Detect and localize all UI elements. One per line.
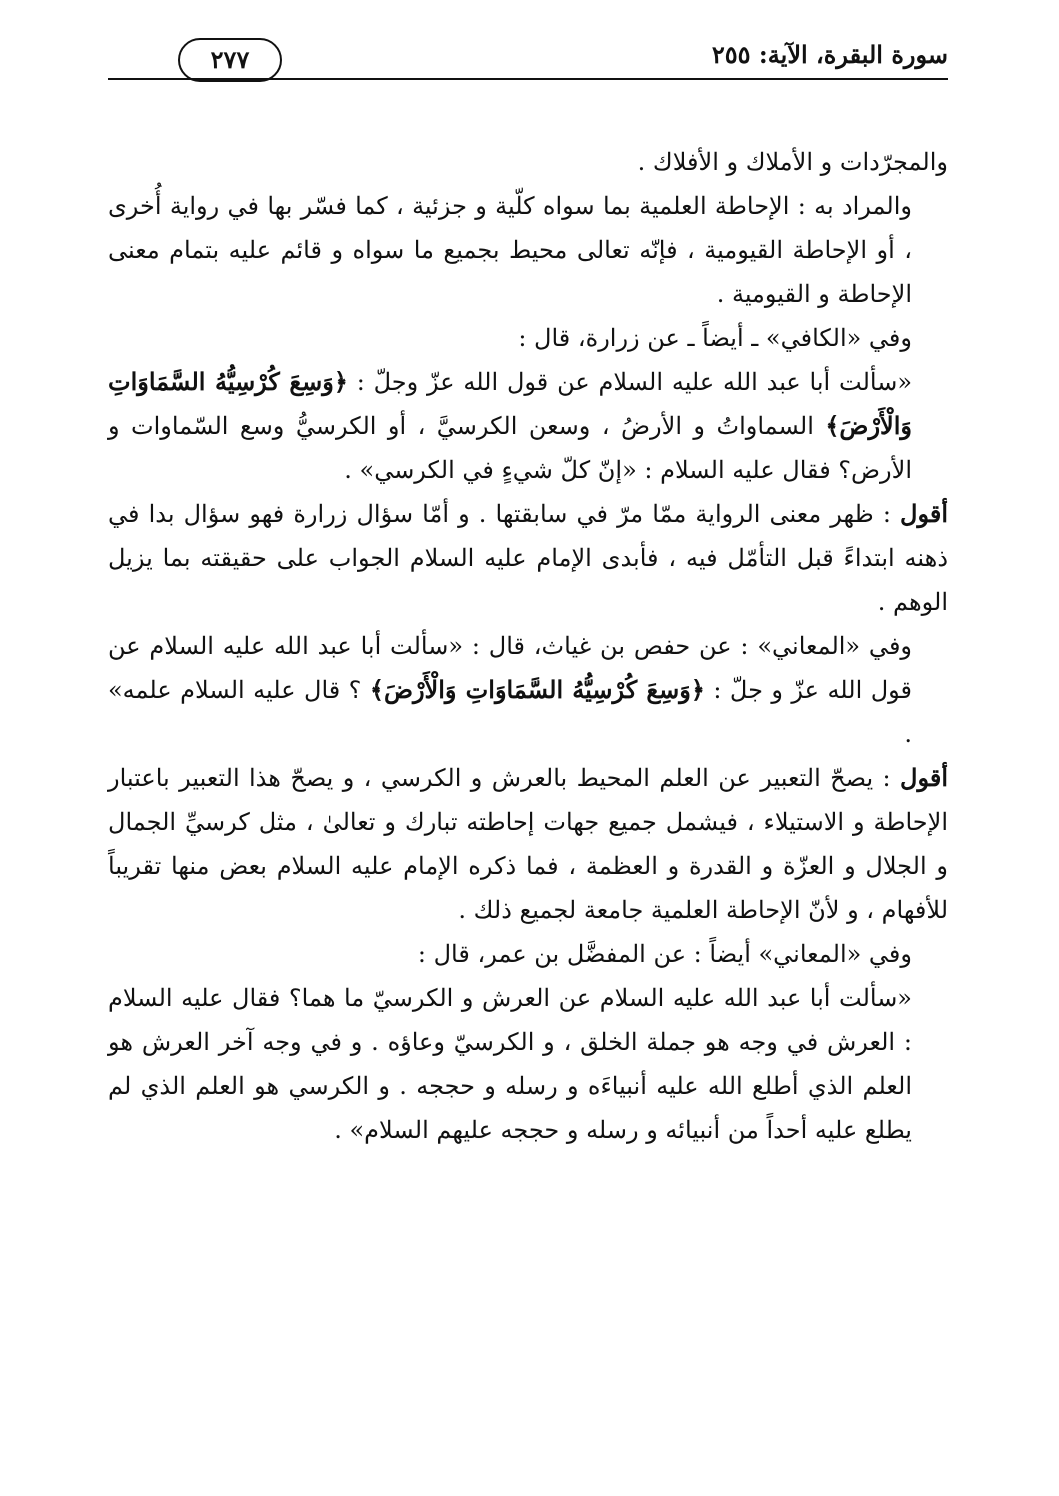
header-title: سورة البقرة، الآية: ٢٥٥ bbox=[711, 40, 948, 69]
paragraph bbox=[108, 976, 948, 1152]
paragraph-text: والمجرّدات و الأملاك و الأفلاك . bbox=[637, 148, 948, 176]
quran-verse: ﴿وَسِعَ كُرْسِيُّهُ السَّمَاوَاتِ وَالْأَرْضَ﴾ bbox=[369, 675, 705, 704]
paragraph-text: والمراد به : الإحاطة العلمية بما سواه كلّية و جزئية ، كما فسّر بها في رواية أُخرى ، أو الإحاطة القيومية ، فإنّه تعالى محيط بجميع ما سواه و قائم عليه بتمام معنى الإحاطة و القيومية . bbox=[108, 192, 912, 308]
quote-before: «سألت أبا عبد الله عليه السلام عن قول الله عزّ وجلّ : bbox=[356, 368, 912, 396]
quotation-paragraph bbox=[108, 360, 948, 492]
commentary-label: أقول bbox=[900, 499, 948, 528]
quote-before: وفي «المعاني» : عن حفص بن غياث، قال : «سألت أبا عبد الله عليه السلام عن قول الله عزّ و جلّ : bbox=[108, 632, 913, 704]
paragraph bbox=[108, 932, 948, 976]
paragraph-text: «سألت أبا عبد الله عليه السلام عن العرش و الكرسيّ ما هما؟ فقال عليه السلام : العرش في وجه هو جملة الخلق ، و الكرسيّ وعاؤه . و في وجه آخر العرش هو العلم الذي أطلع الله عليه أنبياءَه و رسله و حججه . و الكرسي هو العلم الذي لم يطلع عليه أحداً من أنبيائه و رسله و حججه عليهم السلام» . bbox=[108, 984, 912, 1144]
paragraph bbox=[108, 184, 948, 316]
commentary-text: : يصحّ التعبير عن العلم المحيط بالعرش و الكرسي ، و يصحّ هذا التعبير باعتبار الإحاطة و الاستيلاء ، فيشمل جميع جهات إحاطته تبارك و تعالىٰ ، مثل كرسيِّ الجمال و الجلال و العزّة و القدرة و العظمة ، فما ذكره الإمام عليه السلام بعض منها تقريباً للأفهام ، و لأنّ الإحاطة العلمية جامعة لجميع ذلك . bbox=[108, 764, 948, 924]
commentary-paragraph bbox=[108, 492, 948, 624]
page-content bbox=[108, 140, 948, 1152]
quotation-paragraph bbox=[108, 624, 948, 756]
paragraph bbox=[108, 140, 948, 184]
page-header bbox=[108, 38, 948, 88]
quote-after: ؟ قال عليه السلام علمه» . bbox=[108, 676, 912, 748]
paragraph-text: وفي «الكافي» ـ أيضاً ـ عن زرارة، قال : bbox=[518, 324, 912, 352]
commentary-text: : ظهر معنى الرواية ممّا مرّ في سابقتها . و أمّا سؤال زرارة فهو سؤال بدا في ذهنه ابتداءً قبل التأمّل فيه ، فأبدى الإمام عليه السلام الجواب على حقيقته بما يزيل الوهم . bbox=[108, 500, 948, 616]
paragraph-text: وفي «المعاني» أيضاً : عن المفضَّل بن عمر، قال : bbox=[417, 940, 912, 968]
commentary-paragraph bbox=[108, 756, 948, 932]
page-number: ٢٧٧ bbox=[178, 38, 282, 82]
commentary-label: أقول bbox=[900, 763, 948, 792]
header-divider bbox=[108, 78, 948, 80]
quote-after: السماواتُ و الأرضُ ، وسعن الكرسيَّ ، أو الكرسيُّ وسع السّماوات و الأرض؟ فقال عليه السلام : «إنّ كلّ شيءٍ في الكرسي» . bbox=[108, 412, 912, 484]
quran-verse: ﴿وَسِعَ كُرْسِيُّهُ السَّمَاوَاتِ وَالْأَرْضَ﴾ bbox=[108, 367, 912, 440]
paragraph bbox=[108, 316, 948, 360]
